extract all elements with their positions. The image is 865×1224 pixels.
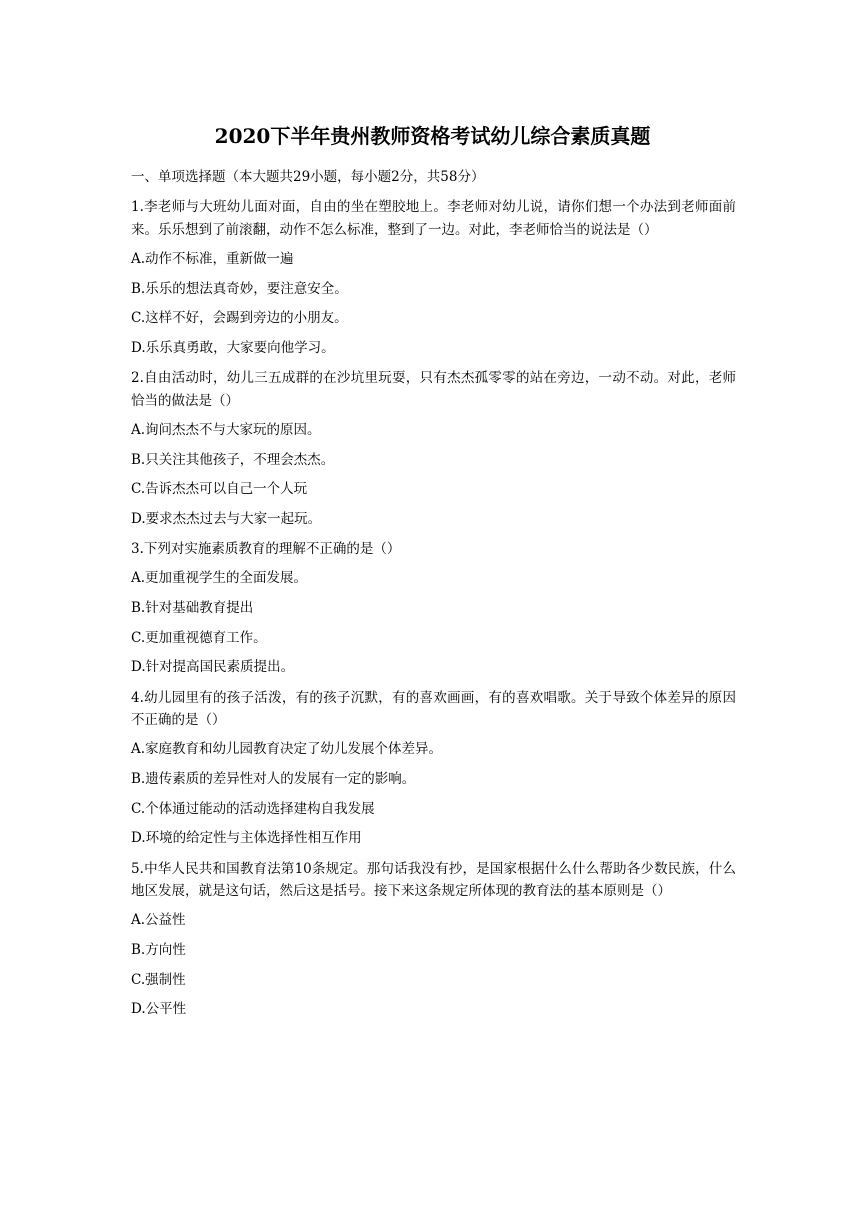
option-d: D.环境的给定性与主体选择性相互作用 (131, 830, 362, 847)
document-title: 2020下半年贵州教师资格考试幼儿综合素质真题 (214, 124, 651, 148)
document-body (131, 163, 736, 1025)
option-a: A.公益性 (131, 912, 186, 929)
option-c: C.个体通过能动的活动选择建构自我发展 (131, 800, 375, 817)
question-2 (131, 364, 736, 535)
option-c: C.告诉杰杰可以自己一个人玩 (131, 481, 308, 498)
option-a: A.更加重视学生的全面发展。 (131, 570, 308, 587)
section-heading: 一、单项选择题（本大题共29小题，每小题2分，共58分） (131, 169, 485, 185)
option-c: C.更加重视德育工作。 (131, 629, 267, 646)
option-a: A.家庭教育和幼儿园教育决定了幼儿发展个体差异。 (131, 741, 443, 758)
question-stem: 1.李老师与大班幼儿面对面，自由的坐在塑胶地上。李老师对幼儿说，请你们想一个办法到老师面前来。乐乐想到了前滚翻，动作不怎么标准，整到了一边。对此，李老师恰当的说法是（） (131, 199, 736, 238)
option-b: B.只关注其他孩子，不理会杰杰。 (131, 451, 335, 468)
question-stem: 4.幼儿园里有的孩子活泼，有的孩子沉默，有的喜欢画画，有的喜欢唱歌。关于导致个体差异的原因不正确的是（） (131, 689, 736, 729)
question-stem: 2.自由活动时，幼儿三五成群的在沙坑里玩耍，只有杰杰孤零零的站在旁边，一动不动。对此，老师恰当的做法是（） (131, 370, 736, 409)
option-b: B.遗传素质的差异性对人的发展有一定的影响。 (131, 770, 416, 787)
option-d: D.乐乐真勇敢，大家要向他学习。 (131, 339, 335, 356)
option-d: D.针对提高国民素质提出。 (131, 659, 295, 676)
question-4 (131, 683, 736, 854)
question-stem: 5.中华人民共和国教育法第10条规定。那句话我没有抄，是国家根据什么什么帮助各少数民族，什么地区发展，就是这句话，然后这是括号。接下来这条规定所体现的教育法的基本原则是（） (131, 860, 736, 900)
question-5 (131, 854, 736, 1025)
question-stem: 3.下列对实施素质教育的理解不正确的是（） (131, 541, 401, 558)
option-d: D.公平性 (131, 1001, 187, 1018)
option-c: C.这样不好，会踢到旁边的小朋友。 (131, 310, 348, 327)
option-a: A.询问杰杰不与大家玩的原因。 (131, 421, 321, 438)
question-1 (131, 193, 736, 364)
option-b: B.针对基础教育提出 (131, 599, 254, 616)
option-b: B.乐乐的想法真奇妙，要注意安全。 (131, 280, 348, 297)
option-b: B.方向性 (131, 941, 186, 958)
question-3 (131, 535, 736, 683)
option-d: D.要求杰杰过去与大家一起玩。 (131, 510, 322, 527)
option-a: A.动作不标准，重新做一遍 (131, 250, 294, 267)
option-c: C.强制性 (131, 971, 186, 988)
